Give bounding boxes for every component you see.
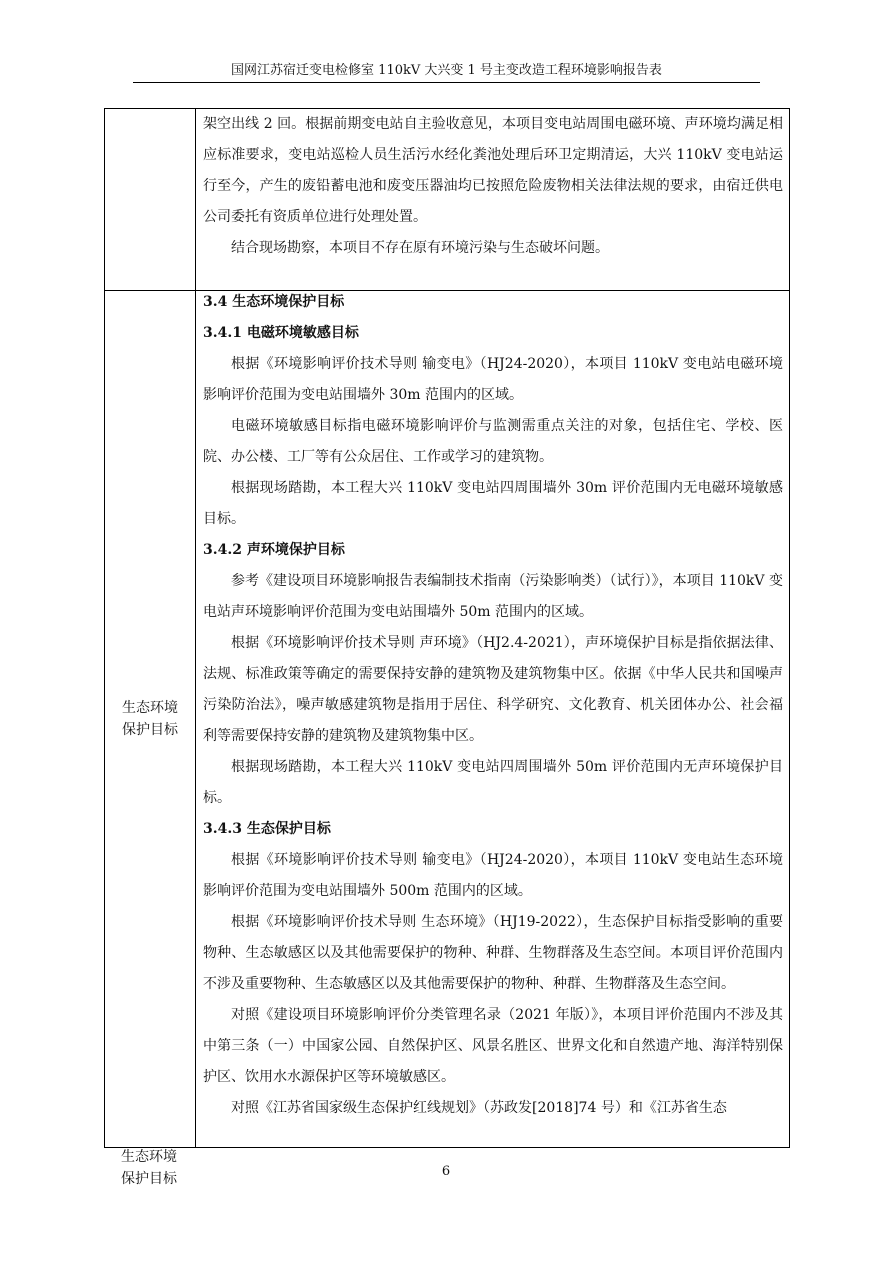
row-label-line: 生态环境 [121,1149,177,1165]
paragraph: 电磁环境敏感目标指电磁环境影响评价与监测需重点关注的对象，包括住宅、学校、医院、办公楼、工厂等有公众居住、工作或学习的建筑物。 [203,418,783,465]
section-heading: 3.4 生态环境保护目标 [203,294,345,310]
paragraph: 根据现场踏勘，本工程大兴 110kV 变电站四周围墙外 50m 评价范围内无声环境保护目标。 [203,759,783,806]
subsection-heading-ecology: 3.4.3 生态保护目标 [203,821,331,837]
paragraph: 根据《环境影响评价技术导则 输变电》（HJ24-2020），本项目 110kV 变电站生态环境影响评价范围为变电站围墙外 500m 范围内的区域。 [203,852,783,899]
row-label-line: 保护目标 [121,1171,177,1187]
paragraph: 根据《环境影响评价技术导则 生态环境》（HJ19-2022），生态保护目标指受影响的重要物种、生态敏感区以及其他需要保护的物种、种群、生物群落及生态空间。本项目评价范围内不涉及重要物种、生态敏感区以及其他需要保护的物种、种群、生物群落及生态空间。 [203,914,783,992]
row-label-line: 保护目标 [122,722,178,738]
paragraph: 对照《江苏省国家级生态保护红线规划》（苏政发[2018]74 号）和《江苏省生态 [231,1100,727,1116]
row-label-eco-protection [105,697,195,741]
column-divider [195,109,196,1147]
paragraph: 根据现场踏勘，本工程大兴 110kV 变电站四周围墙外 30m 评价范围内无电磁环境敏感目标。 [203,480,783,527]
row-label-line: 生态环境 [122,700,178,716]
paragraph: 根据《环境影响评价技术导则 输变电》（HJ24-2020），本项目 110kV 变电站电磁环境影响评价范围为变电站围墙外 30m 范围内的区域。 [203,356,783,403]
paragraph: 结合现场勘察，本项目不存在原有环境污染与生态破坏问题。 [231,240,609,256]
paragraph: 对照《建设项目环境影响评价分类管理名录（2021 年版）》，本项目评价范围内不涉及其中第三条（一）中国家公园、自然保护区、风景名胜区、世界文化和自然遗产地、海洋特别保护区、饮用水水源保护区等环境敏感区。 [203,1007,783,1085]
page-number: 6 [441,1164,451,1179]
page-header [133,60,760,83]
paragraph: 架空出线 2 回。根据前期变电站自主验收意见，本项目变电站周围电磁环境、声环境均满足相应标准要求，变电站巡检人员生活污水经化粪池处理后环卫定期清运，大兴 110kV 变电站运行至今，产生的废铅蓄电池和废变压器油均已按照危险废物相关法律法规的要求，由宿迁供电公司委托有资质单位进行处理处置。 [203,116,783,225]
subsection-heading-noise: 3.4.2 声环境保护目标 [203,542,345,558]
prev-section-content [203,109,783,264]
eco-section-content [203,287,783,1124]
paragraph: 根据《环境影响评价技术导则 声环境》（HJ2.4-2021），声环境保护目标是指依据法律、法规、标准政策等确定的需要保持安静的建筑物及建筑物集中区。依据《中华人民共和国噪声污染防治法》，噪声敏感建筑物是指用于居住、科学研究、文化教育、机关团体办公、社会福利等需要保持安静的建筑物及建筑物集中区。 [203,635,783,744]
report-table [104,108,790,1148]
subsection-heading-em: 3.4.1 电磁环境敏感目标 [203,325,359,341]
header-title: 国网江苏宿迁变电检修室 110kV 大兴变 1 号主变改造工程环境影响报告表 [231,63,662,78]
paragraph: 参考《建设项目环境影响报告表编制技术指南（污染影响类）（试行）》，本项目 110kV 变电站声环境影响评价范围为变电站围墙外 50m 范围内的区域。 [203,573,783,620]
